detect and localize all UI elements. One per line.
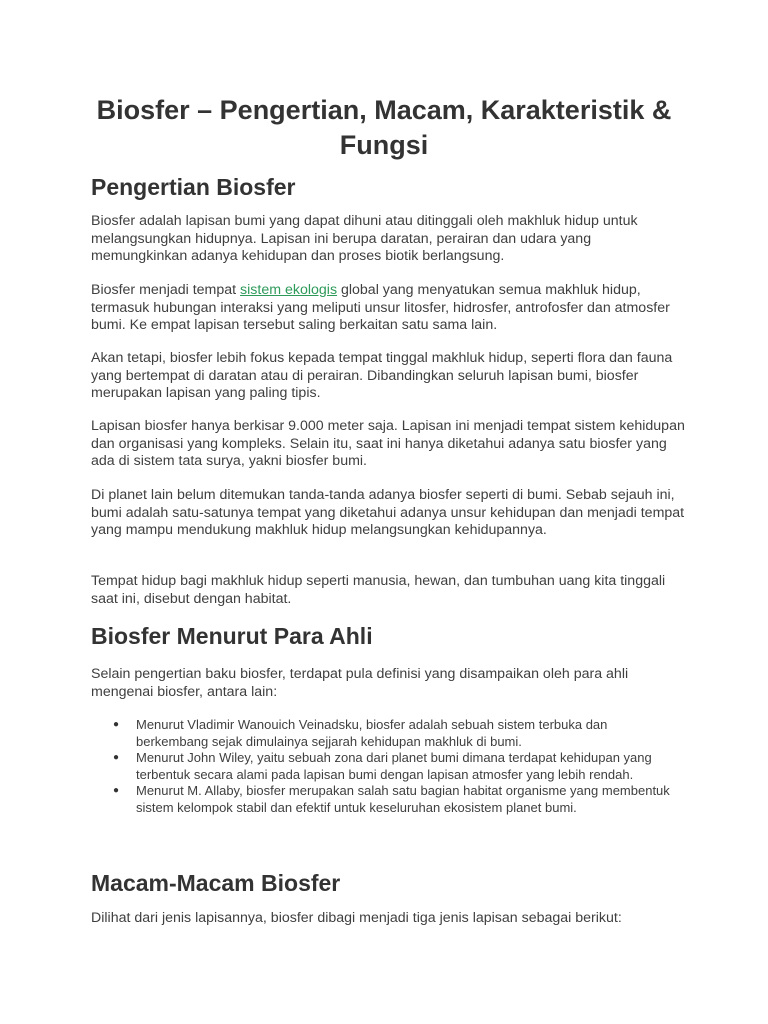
paragraph-text: Biosfer menjadi tempat [91,282,241,298]
list-item-text: Menurut M. Allaby, biosfer merupakan salah satu bagian habitat organisme yang membentuk sistem kelompok stabil dan efektif untuk keseluruhan ekosistem planet bumi. [136,783,670,815]
section-heading-pengertian: Pengertian Biosfer [91,174,296,200]
paragraph: Akan tetapi, biosfer lebih fokus kepada tempat tinggal makhluk hidup, seperti flora dan fauna yang bertempat di daratan atau di perairan. Dibandingkan seluruh lapisan bumi, biosfer merupakan lapisan yang paling tipis. [91,350,673,401]
sistem-ekologis-link[interactable]: sistem ekologis [240,282,338,298]
list-item [91,750,671,783]
paragraph: Biosfer adalah lapisan bumi yang dapat dihuni atau ditinggali oleh makhluk hidup untuk melangsungkan hidupnya. Lapisan ini berupa daratan, perairan dan udara yang memungkinkan adanya kehidupan dan proses biotik berlangsung. [91,213,638,264]
paragraph: Selain pengertian baku biosfer, terdapat pula definisi yang disampaikan oleh para ahli mengenai biosfer, antara lain: [91,666,629,700]
paragraph: Tempat hidup bagi makhluk hidup seperti manusia, hewan, dan tumbuhan uang kita tinggali saat ini, disebut dengan habitat. [91,573,666,607]
expert-definition-list [91,717,671,816]
list-item [91,783,671,816]
list-item-text: Menurut John Wiley, yaitu sebuah zona dari planet bumi dimana terdapat kehidupan yang terbentuk secara alami pada lapisan bumi dengan lapisan atmosfer yang lebih rendah. [136,750,652,782]
document-title: Biosfer – Pengertian, Macam, Karakteristik & Fungsi [96,95,672,160]
paragraph: Lapisan biosfer hanya berkisar 9.000 meter saja. Lapisan ini menjadi tempat sistem kehidupan dan organisasi yang kompleks. Selain itu, saat ini hanya diketahui adanya satu biosfer yang ada di sistem tata surya, yakni biosfer bumi. [91,418,685,469]
section-heading-para-ahli: Biosfer Menurut Para Ahli [91,623,373,649]
paragraph-text: global yang menyatukan semua makhluk hidup, termasuk hubungan interaksi yang meliputi unsur litosfer, hidrosfer, antrofosfer dan atmosfer bumi. Ke empat lapisan tersebut saling berkaitan satu sama lain. [91,282,670,333]
bullet-icon: ● [113,785,120,796]
list-item-text: Menurut Vladimir Wanouich Veinadsku, biosfer adalah sebuah sistem terbuka dan berkembang sejak dimulainya sejjarah kehidupan makhluk di bumi. [136,717,608,749]
paragraph: Di planet lain belum ditemukan tanda-tanda adanya biosfer seperti di bumi. Sebab sejauh ini, bumi adalah satu-satunya tempat yang diketahui adanya unsur kehidupan dan menjadi tempat yang mampu mendukung makhluk hidup melangsungkan kehidupannya. [91,487,685,538]
list-item [91,717,671,750]
section-heading-macam: Macam-Macam Biosfer [91,870,341,896]
paragraph-with-link [91,282,691,335]
paragraph: Dilihat dari jenis lapisannya, biosfer dibagi menjadi tiga jenis lapisan sebagai berikut: [91,910,622,926]
bullet-icon: ● [113,752,120,763]
bullet-icon: ● [113,719,120,730]
